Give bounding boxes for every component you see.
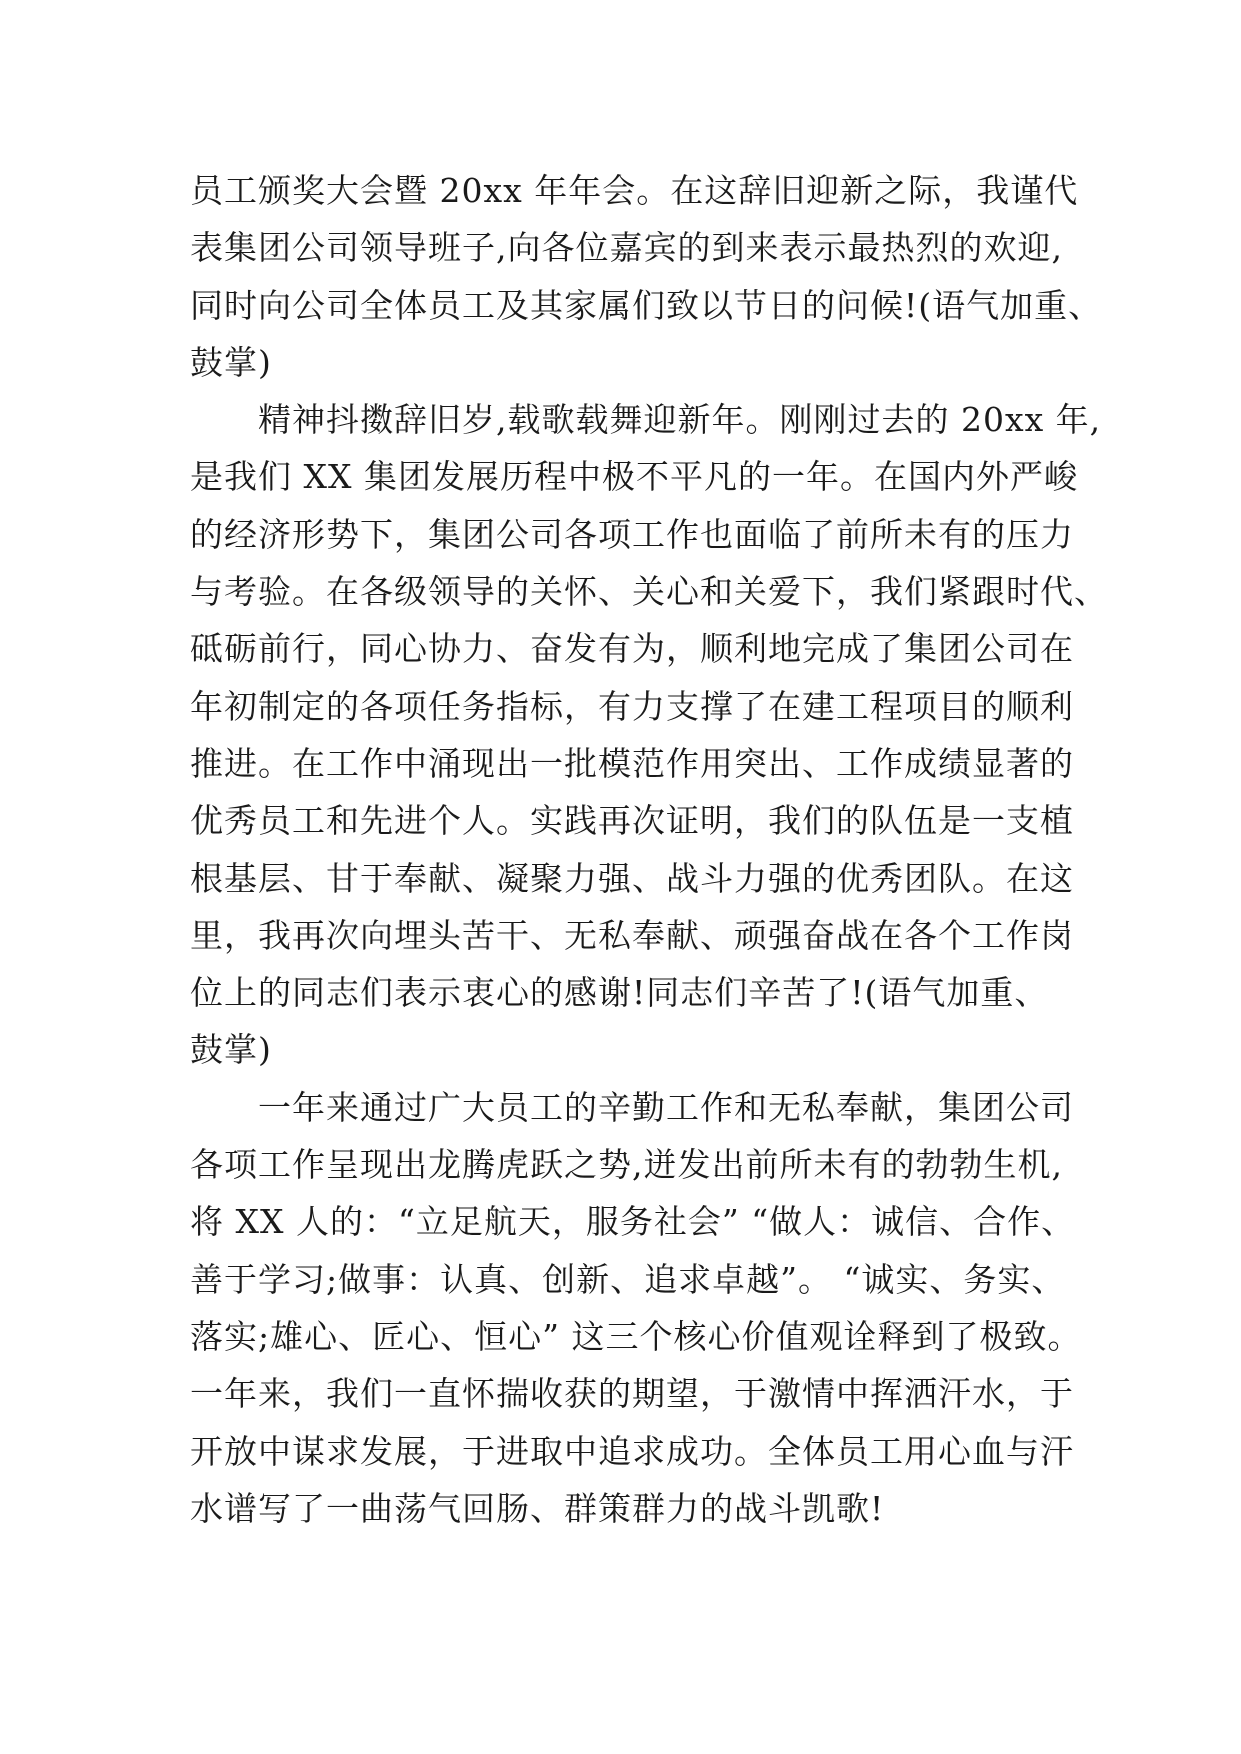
text-line: 同时向公司全体员工及其家属们致以节日的问候!(语气加重、 [190, 285, 1103, 325]
text-line: 位上的同志们表示衷心的感谢!同志们辛苦了!(语气加重、 [190, 973, 1049, 1013]
text-line: 根基层、甘于奉献、凝聚力强、战斗力强的优秀团队。在这 [190, 858, 1074, 898]
text-line: 是我们 XX 集团发展历程中极不平凡的一年。在国内外严峻 [190, 457, 1078, 497]
text-line: 鼓掌) [190, 342, 272, 382]
body-text [190, 162, 1108, 1537]
text-line: 优秀员工和先进个人。实践再次证明，我们的队伍是一支植 [190, 801, 1074, 841]
text-line: 一年来，我们一直怀揣收获的期望，于激情中挥洒汗水，于 [190, 1374, 1074, 1414]
text-line: 的经济形势下，集团公司各项工作也面临了前所未有的压力 [190, 514, 1074, 554]
text-line: 将 XX 人的：“立足航天，服务社会” “做人：诚信、合作、 [190, 1202, 1076, 1242]
text-line: 年初制定的各项任务指标，有力支撑了在建工程项目的顺利 [190, 686, 1074, 726]
text-line: 鼓掌) [190, 1030, 272, 1070]
text-line: 各项工作呈现出龙腾虎跃之势,迸发出前所未有的勃勃生机, [190, 1145, 1063, 1185]
text-line: 水谱写了一曲荡气回肠、群策群力的战斗凯歌! [190, 1488, 885, 1528]
text-line: 精神抖擞辞旧岁,载歌载舞迎新年。刚刚过去的 20xx 年, [190, 400, 1102, 440]
text-line: 落实;雄心、匠心、恒心” 这三个核心价值观诠释到了极致。 [190, 1316, 1082, 1356]
text-line: 开放中谋求发展，于进取中追求成功。全体员工用心血与汗 [190, 1431, 1074, 1471]
text-line: 推进。在工作中涌现出一批模范作用突出、工作成绩显著的 [190, 743, 1074, 783]
text-line: 里，我再次向埋头苦干、无私奉献、顽强奋战在各个工作岗 [190, 915, 1074, 955]
text-line: 善于学习;做事：认真、创新、追求卓越”。 “诚实、务实、 [190, 1259, 1066, 1299]
text-line: 一年来通过广大员工的辛勤工作和无私奉献，集团公司 [190, 1087, 1074, 1127]
text-line: 员工颁奖大会暨 20xx 年年会。在这辞旧迎新之际，我谨代 [190, 171, 1079, 210]
text-line: 表集团公司领导班子,向各位嘉宾的到来表示最热烈的欢迎, [190, 228, 1063, 268]
text-line: 砥砺前行，同心协力、奋发有为，顺利地完成了集团公司在 [190, 629, 1074, 669]
text-line: 与考验。在各级领导的关怀、关心和关爱下，我们紧跟时代、 [190, 572, 1108, 612]
